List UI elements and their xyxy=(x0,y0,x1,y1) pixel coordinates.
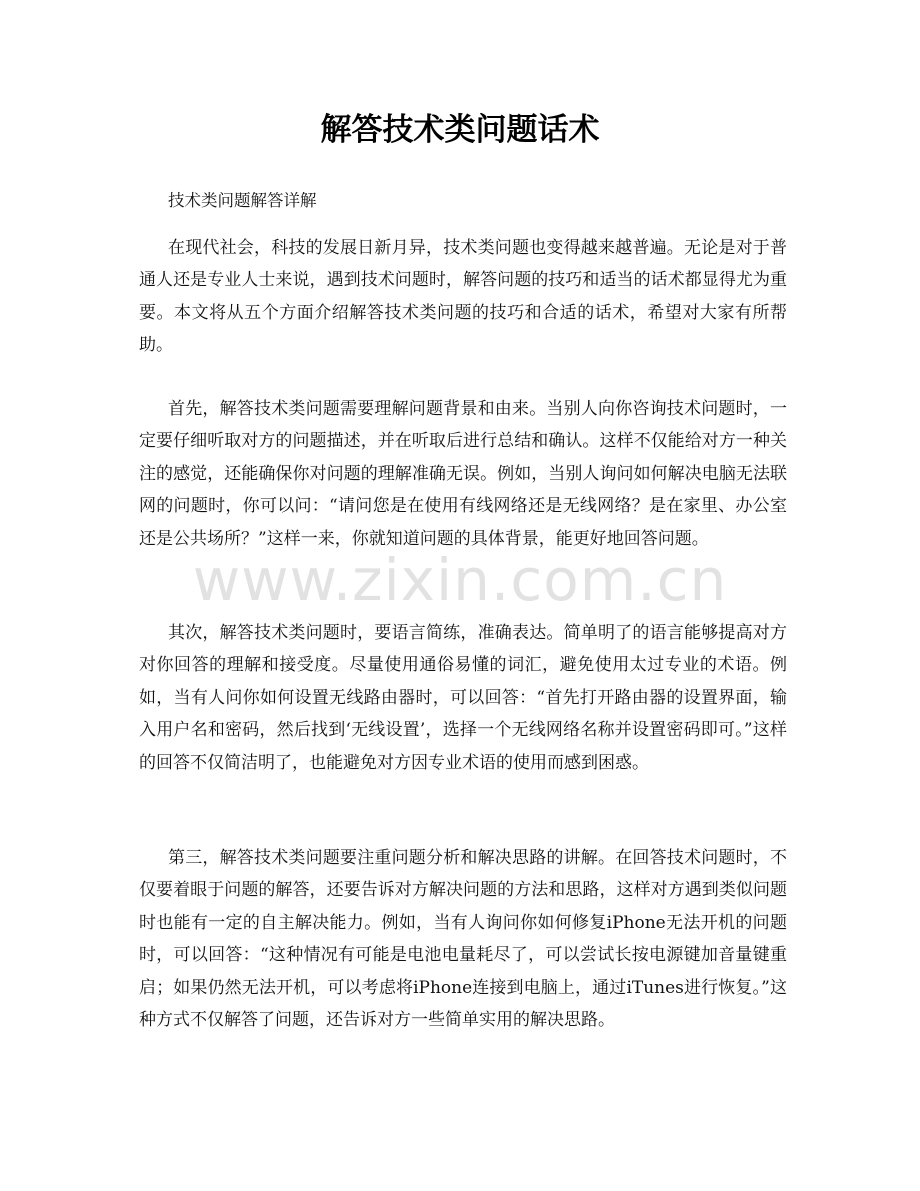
watermark-text: www.zixin.com.cn xyxy=(192,546,728,614)
body-paragraph-3: 其次，解答技术类问题时，要语言简练，准确表达。简单明了的语言能够提高对方对你回答的理解和接受度。尽量使用通俗易懂的词汇，避免使用太过专业的术语。例如，当有人问你如何设置无线路由器时，可以回答：“首先打开路由器的设置界面，输入用户名和密码，然后找到‘无线设置’，选择一个无线网络名称并设置密码即可。”这样的回答不仅简洁明了，也能避免对方因专业术语的使用而感到困惑。 xyxy=(139,623,787,773)
body-paragraph-4: 第三，解答技术类问题要注重问题分析和解决思路的讲解。在回答技术问题时，不仅要着眼于问题的解答，还要告诉对方解决问题的方法和思路，这样对方遇到类似问题时也能有一定的自主解决能力。例如，当有人询问你如何修复iPhone无法开机的问题时，可以回答：“这种情况有可能是电池电量耗尽了，可以尝试长按电源键加音量键重启；如果仍然无法开机，可以考虑将iPhone连接到电脑上，通过iTunes进行恢复。”这种方式不仅解答了问题，还告诉对方一些简单实用的解决思路。 xyxy=(139,848,787,1031)
document-subtitle: 技术类问题解答详解 xyxy=(168,191,317,210)
body-paragraph-2: 首先，解答技术类问题需要理解问题背景和由来。当别人向你咨询技术问题时，一定要仔细听取对方的问题描述，并在听取后进行总结和确认。这样不仅能给对方一种关注的感觉，还能确保你对问题的理解准确无误。例如，当别人询问如何解决电脑无法联网的问题时，你可以问：“请问您是在使用有线网络还是无线网络？是在家里、办公室还是公共场所？”这样一来，你就知道问题的具体背景，能更好地回答问题。 xyxy=(139,399,787,549)
body-paragraph-1: 在现代社会，科技的发展日新月异，技术类问题也变得越来越普遍。无论是对于普通人还是专业人士来说，遇到技术问题时，解答问题的技巧和适当的话术都显得尤为重要。本文将从五个方面介绍解答技术类问题的技巧和合适的话术，希望对大家有所帮助。 xyxy=(139,238,787,356)
document-title: 解答技术类问题话术 xyxy=(320,112,600,148)
